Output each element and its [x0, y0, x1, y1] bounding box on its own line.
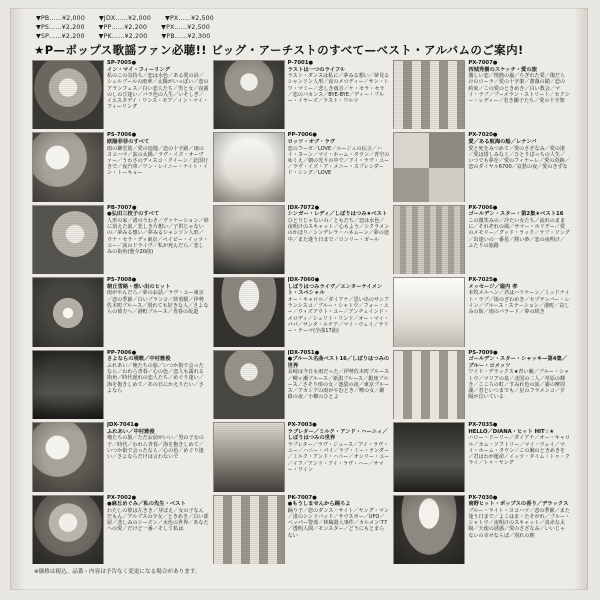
album-caption: [107, 60, 209, 129]
album-jacket: [32, 132, 104, 201]
price-header: [36, 14, 566, 40]
album-jacket: [32, 277, 104, 346]
album-jacket: [32, 205, 104, 274]
album-jacket: [213, 60, 285, 129]
album-tracklist: この微笑みの／冷たい女たち／流れのままに／それぞれの風／サマー・ホリデー／愛のメモリー／グッド・ラック／ラブ・ソング／出逢いの一番星／熱い砂／恋の夜明け／ふたりの旅路: [468, 218, 570, 249]
album-jacket: [213, 205, 285, 274]
album-tracklist: ワイド・デラックス★青い瞳／ブルー・シャトウ／マリアの泉／北国の二人／草原の輝き／こころの虹／すみれ色の涙／霧の摩周湖／君といつまでも／星のフラメンコ／夕陽が泣いている: [468, 369, 570, 401]
catalog-item: [213, 132, 390, 201]
album-caption: [468, 205, 570, 274]
album-cover-art: [394, 278, 464, 346]
album-caption: [288, 205, 390, 274]
album-cover-art: [214, 423, 284, 491]
album-title: しぼりはつみライヴ／エンターテイメント・スペシャル: [287, 283, 383, 297]
album-cover-art: [214, 133, 284, 201]
price-entry: ▼JDX……¥2,000: [98, 15, 151, 22]
album-cover-art: [33, 278, 103, 346]
album-code: PX-7007●: [468, 60, 498, 66]
album-code: PS-7006●: [107, 132, 137, 139]
album-code: PP-7006●: [107, 349, 137, 356]
album-tracklist: 人形の家／渚のうわさ／ヴァケーション／砂に消えた涙／悲しき片想い／子供じゃないの／夢みる想い／夢みるシャンソン人形／ウナ・セラ・ディ東京／ベイビー・イッツ・ユー／涙のドライヴ／私が死んだら／悲しみの街角(他全20曲): [107, 218, 209, 256]
album-tracklist: 雨の御堂筋／愛の追憶／恋の十字路／雨のヨコハマ／涙の太陽／ラヴ・イズ・オーヴァー／うわさのディスコ・クイーン／北国行きで／夜汽車／ワン・レイニー・ナイト・イン・トーキョー: [107, 145, 209, 177]
album-title: イン・マイ・フィーリング: [107, 66, 170, 73]
catalog-item: [393, 422, 570, 491]
price-entry: ▼PB……¥2,300: [161, 33, 211, 40]
album-code: PP-7006●: [287, 132, 317, 139]
album-title: ●弘田三枝子のすべて: [107, 211, 160, 218]
album-jacket: [213, 277, 285, 346]
album-jacket: [393, 350, 465, 419]
album-code: JDX-7060●: [287, 277, 320, 284]
price-row: [36, 23, 566, 32]
album-code: PX-7035●: [468, 422, 498, 429]
album-code: JDX-7072●: [287, 204, 320, 211]
price-entry: ▼PP……¥2,200: [98, 24, 148, 31]
album-tracklist: 恋のフーガ／LOVE／ルージュの伝言／ハイ・ヌーン／マイ・ホーム・タウン／青空のゆくえ／朝の光りの中で／アイ・ラヴ・ユー／ラヴ・イズ・ア・メニー・スプレンダード・シング／LOVE: [287, 145, 390, 177]
album-code: PX-7006●: [468, 204, 498, 211]
album-jacket: [32, 495, 104, 564]
album-tracklist: 愛と死をみつめて／愛のさざなみ／愛の渚／愛は惜しみなく／ひとりぼっちの人生／いつでも夢を／愛のフィナーレ／愛の奇跡／恋のダイヤル6700／哀愁の夜／愛のきずな: [468, 145, 570, 171]
album-caption: [288, 350, 390, 419]
album-title: メッセージ／鹿内 孝: [468, 283, 518, 290]
album-code: PX-7002●: [107, 494, 137, 501]
album-tracklist: ラスト・ダンスは私に／夢みる想い／夢見るシャンソン人形／夜のメロディー／サン・トワ・マミー／悲しき雨音／ケ・セラ・セラ／恋のバカンス／BYE-BYE／ディー・ブルー・イヤーズ／ラスト・ワルツ: [287, 73, 390, 104]
album-cover-art: [33, 496, 103, 564]
catalog-item: [213, 205, 390, 274]
catalog-item: [32, 422, 209, 491]
album-tracklist: 踊り子／恋のダンス・サイト／ヤング・マン／渚のシンドバッド／サウスポー／UFO／ペッパー警部／林檎殺人事件／カルメン'77／透明人間／モンスター／どうにもとまらない: [287, 507, 389, 539]
album-caption: [468, 422, 570, 491]
album-caption: [468, 495, 570, 564]
catalog-item: [213, 495, 390, 564]
album-jacket: [32, 422, 104, 491]
album-title: ●ブルース名曲ベスト16／しぼりはつみの世界: [287, 356, 390, 369]
album-code: JDX-7051●: [287, 349, 320, 356]
album-caption: [107, 277, 209, 346]
catalog-item: [213, 422, 390, 491]
album-jacket: [393, 205, 465, 274]
album-cover-art: [33, 133, 103, 201]
album-jacket: [32, 350, 104, 419]
album-title: ゴールデン・スター・第2集★ベスト16: [468, 211, 564, 218]
album-cover-art: [214, 351, 284, 419]
album-code: PX-7025●: [468, 277, 498, 284]
album-cover-art: [33, 351, 103, 419]
catalog-item: [213, 277, 390, 346]
album-caption: [288, 422, 390, 491]
album-tracklist: ブルー・ライト・ヨコハマ／恋の季節／また逢う日まで／よこはま・たそがれ／ブルー・シャトウ／夜明けのスキャット／真赤な太陽／天使の誘惑／愛のさざなみ／いいじゃないの幸せならば／別れの朝: [468, 507, 570, 539]
album-title: HELLO／DIANA・ヒット HIT☆★: [468, 428, 555, 435]
catalog-item: [32, 277, 209, 346]
catalog-item: [32, 132, 209, 201]
album-code: PK-7007●: [287, 494, 317, 501]
album-cover-art: [33, 423, 103, 491]
album-jacket: [213, 422, 285, 491]
album-tracklist: 私のこの気持ち／恋は水色／ある愛の詩／シェルブールの雨傘／太陽がいっぱい／恋のアランフェス／白い恋人たち／男と女／夜霧のしのび逢い／バラ色の人生／いそしぎ／イエスタデイ・ワンス・モア／イン・マイ・フィーリング: [107, 73, 209, 111]
album-tracklist: 俺たちの旅／ただお前がいい／男の子女の子／時代／われら青春／海を抱きしめて／いつか街で会ったなら／心の色／めぐり逢い／さよならだけは言わないで: [107, 435, 204, 460]
album-code: PX-7020●: [468, 132, 498, 139]
album-title: ロッツ・オブ・ラヴ: [287, 139, 336, 146]
album-cover-art: [394, 133, 464, 201]
album-tracklist: オー・キャロル／ダイアナ／思い出のサンフランシスコ／ブルー・シャトウ／フォー・ユー／ウィズアウト・ユー／アンチェインド・メロディ／シェリト・リンド／オー・マイ・パパ／サンタ・ルチア／マイ・ウェイ／テリー・テーマ(全曲17曲): [287, 297, 390, 335]
album-cover-art: [214, 278, 284, 346]
album-code: PX-7030●: [468, 494, 498, 501]
album-jacket: [393, 422, 465, 491]
left-edge-shading: [10, 8, 24, 590]
album-tracklist: ハロー・ドーリー／ダイアナ／オー・キャロル／カム・ソフトリー／マイ・ウェイ／マイ・ホーム・タウン／この胸のときめきを／君はわが運命／イッツ・タイム・トゥ・クライ／トゥ・ヤング: [468, 435, 570, 467]
album-title: ●もうしませんから踊ろよ: [287, 501, 351, 508]
album-jacket: [393, 60, 465, 129]
album-caption: [288, 277, 390, 346]
album-code: PB-7007●: [107, 204, 137, 211]
album-caption: [107, 205, 209, 274]
album-tracklist: わたしの彼は左きき／芽ばえ／女の子なんだもん／アルプスの少女／ときめき／白い部屋／悲しみのシーズン／水色の世界／あなたへの愛／だけど一番／そして私は: [107, 507, 209, 533]
price-entry: ▼PK……¥2,200: [98, 33, 148, 40]
album-tracklist: 本牧メルヘン／君はハリケーン／ミッドナイト・ラブ／街のざわめき／セプテンバー・レイン／ブルース・ステーション／港町／哀しみの街／雨のバラード／夢の続き: [468, 290, 570, 316]
album-cover-art: [394, 61, 464, 129]
catalog-item: [393, 495, 570, 564]
catalog-item: [32, 495, 209, 564]
album-jacket: [213, 350, 285, 419]
catalog-grid: [32, 60, 570, 564]
album-caption: [468, 132, 570, 201]
album-title: ゴールデン・スター・シャッキ—第4集／ブルー・コメッツ: [468, 356, 568, 369]
album-jacket: [393, 277, 465, 346]
album-caption: [107, 495, 209, 564]
album-caption: [288, 60, 390, 129]
catalog-item: [32, 60, 209, 129]
album-title: さよならの境歌／中村雅俊: [107, 356, 171, 363]
album-cover-art: [33, 206, 103, 274]
price-entry: ▼SP……¥2,200: [36, 33, 85, 40]
album-jacket: [213, 132, 285, 201]
catalog-item: [213, 350, 390, 419]
album-caption: [468, 277, 570, 346]
album-cover-art: [394, 423, 464, 491]
album-caption: [288, 132, 390, 201]
price-entry: ▼PX……¥2,500: [161, 24, 211, 31]
album-tracklist: ふれあい／俺たちの旅／いつか街で会ったなら／われら青春／心の色／恋人も濡れる街角／時代遅れの恋人たち／めぐり逢い／海を抱きしめて／あの日にかえりたい／さよなら: [107, 362, 204, 394]
album-tracklist: 激しい恋／情熱の嵐／ちぎれた愛／傷だらけのローラ／愛の十字架／薔薇の鎖／恋の約束／この愛のときめき／白い教会／マイ・ラブ／ブーメラン・ストリート／セクシー・レディー／若き獅子たち／愛の十字架: [468, 73, 570, 104]
album-tracklist: ラブレター／ラヴ・ジュース／アイ・ラヴ・ユー／ハニー・パイ／ラブ・ミー・テンダー／ミルク・アンド・ハニー／オンリー・ユー／イフ／アンド・アイ・ラヴ・ハー／サマー・ワイン: [287, 441, 390, 473]
catalog-headline: ★P—ポップス歌謡ファン必聴!! ビッグ・アーチストのすべて—ベスト・アルバムのご案内!: [34, 43, 524, 57]
album-title: 西城秀樹のスケッチ・愛の旅: [468, 66, 537, 73]
album-title: ふれあい／中村雅俊: [107, 428, 155, 435]
album-tracklist: 長崎は今日も雨だった／伊勢佐木町ブルース／柳ヶ瀬ブルース／新潟ブルース／銀座ブルース／さそり座の女／池袋の夜／東京ブルース／アカシアの雨がやむとき／噂の女／釧路の夜／小樽のひとよ: [287, 369, 390, 401]
album-caption: [107, 350, 209, 419]
album-tracklist: 雨がやんだら／夢のお話／ラヴ・ユー東京／恋の季節／白いブランコ／終着駅／伊勢佐木町ブルース／別れても好きな人／さよならの彼方へ／港町ブルース／青春の坂道: [107, 290, 209, 316]
catalog-sheet: [10, 8, 588, 590]
album-code: PS-7008●: [107, 277, 137, 284]
album-caption: [107, 422, 209, 491]
album-caption: [107, 132, 209, 201]
album-cover-art: [394, 496, 464, 564]
catalog-item: [393, 205, 570, 274]
footer-note: ※価格は税込。品番・内容は予告なく変更になる場合があります。: [34, 569, 201, 575]
album-cover-art: [214, 206, 284, 274]
album-title: ラストは一つのライフ①: [287, 66, 345, 73]
album-jacket: [393, 132, 465, 201]
album-title: 愛／ある航海の船／レナンバ: [468, 139, 537, 146]
album-cover-art: [33, 61, 103, 129]
catalog-item: [32, 205, 209, 274]
album-title: ラブレター／ミルク・アンド・ハーニィ／しぼりはつみの世界: [287, 428, 388, 442]
album-cover-art: [214, 61, 284, 129]
album-cover-art: [214, 496, 284, 564]
album-caption: [468, 350, 570, 419]
album-code: SP-7005●: [107, 60, 137, 66]
price-entry: ▼PS……¥2,200: [36, 24, 85, 31]
album-caption: [468, 60, 570, 129]
price-entry: ▼PX……¥2,500: [164, 15, 214, 22]
album-caption: [288, 495, 390, 564]
catalog-item: [393, 350, 570, 419]
catalog-item: [393, 132, 570, 201]
price-entry: ▼PB……¥2,000: [36, 15, 85, 22]
album-jacket: [32, 60, 104, 129]
album-title: 南野ヒット・ポップスの香り／デラックス: [468, 501, 569, 508]
album-title: ●麻丘めぐみ／私の先生・ベスト: [107, 501, 186, 508]
album-code: P-7001●: [287, 60, 314, 66]
right-edge-shading: [574, 8, 588, 590]
catalog-item: [213, 60, 390, 129]
price-row: [36, 14, 566, 23]
album-code: PX-7003●: [287, 422, 317, 429]
album-title: シンガー・レディ／しぼりはつみ★ベスト: [287, 211, 388, 218]
catalog-item: [393, 277, 570, 346]
album-cover-art: [394, 206, 464, 274]
album-jacket: [213, 495, 285, 564]
album-jacket: [393, 495, 465, 564]
album-code: JDX-7041●: [107, 422, 139, 429]
catalog-item: [32, 350, 209, 419]
album-tracklist: ひとりじゃないの／ともだち／恋は水色／夜明けのスキャット／心もよう／シクラメンのかほり／シンデレラ・ハネムーン／夢の途中／また逢う日まで／ロンリー・ガール: [287, 218, 390, 243]
album-title: 朝丘雪路・想い出のヒット: [107, 283, 171, 290]
album-code: PS-7009●: [468, 349, 498, 356]
price-row: [36, 32, 566, 41]
catalog-item: [393, 60, 570, 129]
album-cover-art: [394, 351, 464, 419]
album-title: 欧陽菲菲のすべて: [107, 139, 150, 146]
